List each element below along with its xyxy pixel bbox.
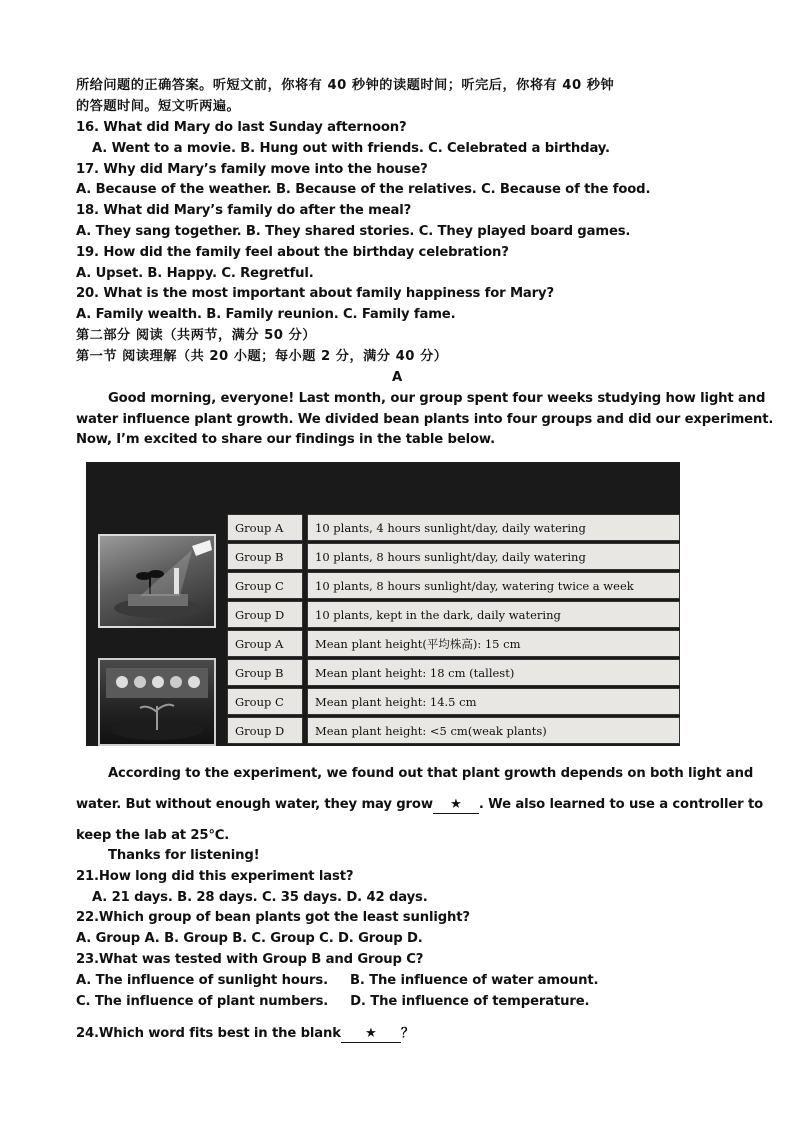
question-24-star-blank: ★: [341, 1026, 401, 1043]
table-cell-description: 10 plants, 8 hours sunlight/day, daily watering: [307, 543, 680, 570]
star-blank: ★: [433, 797, 479, 814]
section-1-heading: 第一节 阅读理解（共 20 小题；每小题 2 分，满分 40 分）: [76, 349, 448, 364]
table-row: [227, 717, 680, 746]
intro-line-2: 的答题时间。短文听两遍。: [76, 99, 241, 114]
question-23-option-c: C. The influence of plant numbers.: [76, 994, 329, 1009]
passage-p2-line-2: [76, 795, 764, 815]
passage-p1-line-1: Good morning, everyone! Last month, our group spent four weeks studying how light and: [108, 391, 766, 406]
question-16-options: A. Went to a movie. B. Hung out with friends. C. Celebrated a birthday.: [92, 141, 610, 156]
table-row: [227, 514, 680, 543]
table-row: [227, 572, 680, 601]
table-cell-description: Mean plant height: 14.5 cm: [307, 688, 680, 715]
table-cell-group: Group A: [227, 514, 303, 541]
section-part2-heading: 第二部分 阅读（共两节，满分 50 分）: [76, 328, 316, 343]
question-23-options-cd: [76, 992, 726, 1012]
table-row: [227, 630, 680, 659]
table-cell-description: 10 plants, 4 hours sunlight/day, daily watering: [307, 514, 680, 541]
table-cell-group: Group D: [227, 601, 303, 628]
table-cell-group: Group B: [227, 543, 303, 570]
table-row: [227, 659, 680, 688]
plant-lamp-photo: [98, 534, 216, 628]
question-19-options: A. Upset. B. Happy. C. Regretful.: [76, 266, 314, 281]
intro-line-1: 所给问题的正确答案。听短文前，你将有 40 秒钟的读题时间；听完后，你将有 40 秒钟: [76, 78, 615, 93]
passage-p2-line-2-end: . We also learned to use a controller to: [478, 797, 764, 812]
question-22: 22.Which group of bean plants got the least sunlight?: [76, 910, 470, 925]
experiment-table: [227, 514, 680, 746]
question-22-options: A. Group A. B. Group B. C. Group C. D. Group D.: [76, 931, 423, 946]
passage-p1-line-3: Now, I’m excited to share our findings in the table below.: [76, 432, 495, 447]
table-cell-group: Group D: [227, 717, 303, 744]
question-23: 23.What was tested with Group B and Group C?: [76, 952, 424, 967]
passage-p2-line-2-start: water. But without enough water, they may grow: [76, 797, 433, 812]
question-19: 19. How did the family feel about the birthday celebration?: [76, 245, 509, 260]
passage-p2-line-3: keep the lab at 25℃.: [76, 828, 230, 843]
passage-p2-line-1: According to the experiment, we found out that plant growth depends on both light and: [108, 766, 754, 781]
table-cell-group: Group C: [227, 688, 303, 715]
question-24-text: 24.Which word fits best in the blank: [76, 1026, 341, 1041]
question-21: 21.How long did this experiment last?: [76, 869, 354, 884]
plant-group-illustration: [100, 660, 214, 744]
question-17-options: A. Because of the weather. B. Because of the relatives. C. Because of the food.: [76, 182, 651, 197]
table-cell-description: Mean plant height: <5 cm(weak plants): [307, 717, 680, 744]
question-23-option-a: A. The influence of sunlight hours.: [76, 973, 328, 988]
table-cell-group: Group A: [227, 630, 303, 657]
question-23-options-ab: [76, 971, 726, 991]
question-16: 16. What did Mary do last Sunday afternoon?: [76, 120, 407, 135]
passage-p1-line-2: water influence plant growth. We divided bean plants into four groups and did our experiment.: [76, 412, 774, 427]
plant-lamp-illustration: [100, 536, 214, 626]
table-row: [227, 543, 680, 572]
question-23-option-b: B. The influence of water amount.: [349, 973, 599, 988]
experiment-table-image: [86, 462, 680, 746]
plant-group-photo: [98, 658, 216, 746]
table-cell-group: Group C: [227, 572, 303, 599]
question-20-options: A. Family wealth. B. Family reunion. C. Family fame.: [76, 307, 456, 322]
table-row: [227, 601, 680, 630]
table-cell-description: 10 plants, kept in the dark, daily watering: [307, 601, 680, 628]
table-cell-description: Mean plant height(平均株高): 15 cm: [307, 630, 680, 657]
table-cell-description: Mean plant height: 18 cm (tallest): [307, 659, 680, 686]
question-17: 17. Why did Mary’s family move into the house?: [76, 162, 428, 177]
question-18-options: A. They sang together. B. They shared stories. C. They played board games.: [76, 224, 631, 239]
passage-label: A: [391, 370, 403, 385]
table-cell-group: Group B: [227, 659, 303, 686]
table-cell-description: 10 plants, 8 hours sunlight/day, watering twice a week: [307, 572, 680, 599]
question-24-mark: ？: [400, 1026, 414, 1041]
question-18: 18. What did Mary’s family do after the meal?: [76, 203, 412, 218]
table-row: [227, 688, 680, 717]
question-21-options: A. 21 days. B. 28 days. C. 35 days. D. 42 days.: [92, 890, 428, 905]
passage-closing: Thanks for listening!: [108, 848, 260, 863]
question-23-option-d: D. The influence of temperature.: [350, 994, 590, 1009]
question-24: [76, 1024, 726, 1044]
question-20: 20. What is the most important about family happiness for Mary?: [76, 286, 554, 301]
